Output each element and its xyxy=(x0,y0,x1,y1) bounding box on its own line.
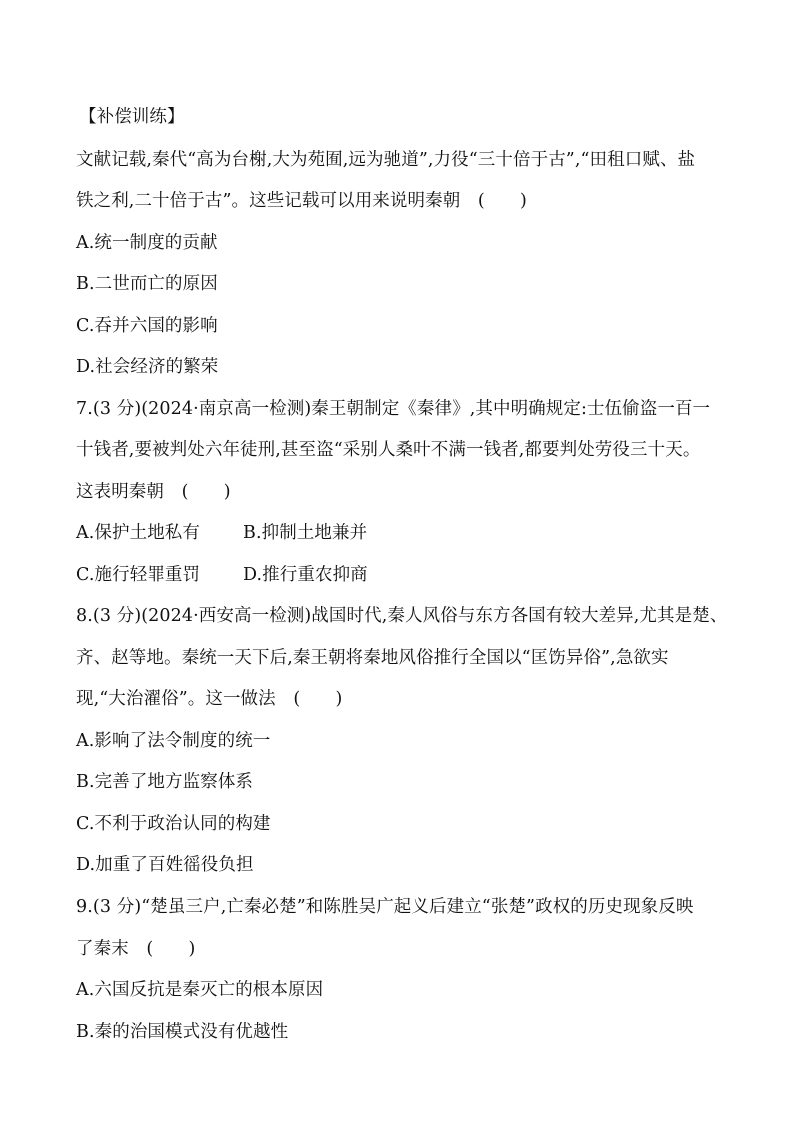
option-b: B.二世而亡的原因 xyxy=(76,274,218,294)
question-8-stem-line: 现,“大治濯俗”。这一做法 ( ) xyxy=(76,689,343,709)
question-7-stem-line: 7.(3 分)(2024·南京高一检测)秦王朝制定《秦律》,其中明确规定:士伍偷盗一百一 xyxy=(76,399,711,419)
question-7-stem-line: 十钱者,要被判处六年徒刑,甚至盗“采别人桑叶不满一钱者,都要判处劳役三十天。 xyxy=(76,440,701,460)
option-a: A.统一制度的贡献 xyxy=(76,233,218,253)
option-c: C.吞并六国的影响 xyxy=(76,316,218,336)
question-8-stem-line: 齐、赵等地。秦统一天下后,秦王朝将秦地风俗推行全国以“匡饬异俗”,急欲实 xyxy=(76,648,669,668)
option-b: B.秦的治国模式没有优越性 xyxy=(76,1022,289,1042)
option-row xyxy=(76,521,368,545)
question-stem-line: 文献记载,秦代“高为台榭,大为苑囿,远为驰道”,力役“三十倍于古”,“田租口赋、盐 xyxy=(76,150,696,170)
option-d: D.社会经济的繁荣 xyxy=(76,357,219,377)
question-9-stem-line: 9.(3 分)“楚虽三户,亡秦必楚”和陈胜吴广起义后建立“张楚”政权的历史现象反映 xyxy=(76,897,694,917)
option-a: A.保护土地私有 xyxy=(76,523,201,543)
question-8-stem-line: 8.(3 分)(2024·西安高一检测)战国时代,秦人风俗与东方各国有较大差异,尤其是楚、 xyxy=(76,606,728,626)
option-d: D.推行重农抑商 xyxy=(243,565,368,585)
option-b: B.完善了地方监察体系 xyxy=(76,772,254,792)
option-row xyxy=(76,563,368,587)
option-c: C.施行轻罪重罚 xyxy=(76,565,201,585)
question-9-stem-line: 了秦末 ( ) xyxy=(76,939,196,959)
option-a: A.影响了法令制度的统一 xyxy=(76,731,271,751)
option-b: B.抑制土地兼并 xyxy=(243,523,368,543)
option-d: D.加重了百姓徭役负担 xyxy=(76,855,254,875)
question-stem-line: 铁之利,二十倍于古”。这些记载可以用来说明秦朝 ( ) xyxy=(76,191,527,211)
option-a: A.六国反抗是秦灭亡的根本原因 xyxy=(76,980,324,1000)
option-c: C.不利于政治认同的构建 xyxy=(76,814,271,834)
section-title: 【补偿训练】 xyxy=(79,107,185,127)
question-7-stem-line: 这表明秦朝 ( ) xyxy=(76,482,231,502)
